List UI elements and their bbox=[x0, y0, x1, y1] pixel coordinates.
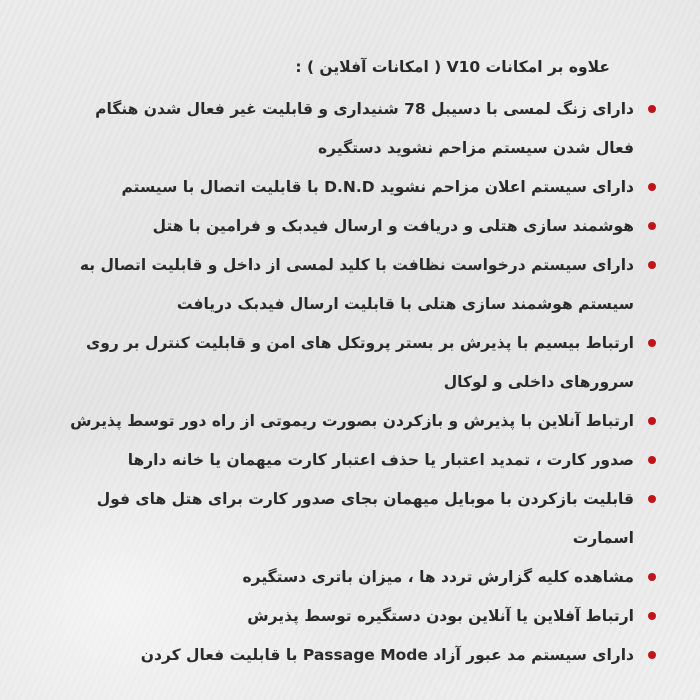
bullet-dot-icon bbox=[648, 573, 656, 581]
feature-text: صدور کارت ، تمدید اعتبار یا حذف اعتبار کارت میهمان یا خانه دارها bbox=[127, 451, 634, 469]
feature-text: دارای سیستم مد عبور آزاد Passage Mode با قابلیت فعال کردن bbox=[140, 646, 634, 664]
feature-item bbox=[60, 207, 660, 246]
feature-item bbox=[60, 402, 660, 441]
feature-item bbox=[60, 168, 660, 207]
bullet-dot-icon bbox=[648, 183, 656, 191]
feature-item bbox=[60, 90, 660, 168]
feature-text: هوشمند سازی هتلی و دریافت و ارسال فیدبک و فرامین با هتل bbox=[152, 217, 634, 235]
feature-list bbox=[60, 90, 660, 675]
feature-item bbox=[60, 480, 660, 558]
feature-item bbox=[60, 324, 660, 402]
bullet-dot-icon bbox=[648, 417, 656, 425]
feature-text: ارتباط بیسیم با پذیرش بر بستر پروتکل های امن و قابلیت کنترل بر روی سرورهای داخلی و لوکال bbox=[85, 334, 634, 391]
feature-text: دارای زنگ لمسی با دسیبل 78 شنیداری و قابلیت غیر فعال شدن هنگام فعال شدن سیستم مزاحم نشوید دستگیره bbox=[95, 100, 634, 157]
intro-heading: علاوه بر امکانات V10 ( امکانات آفلاین ) : bbox=[295, 58, 610, 76]
feature-item bbox=[60, 558, 660, 597]
feature-text: قابلیت بازکردن با موبایل میهمان بجای صدور کارت برای هتل های فول اسمارت bbox=[96, 490, 634, 547]
bullet-dot-icon bbox=[648, 651, 656, 659]
features-document bbox=[60, 52, 660, 675]
bullet-dot-icon bbox=[648, 612, 656, 620]
feature-item bbox=[60, 246, 660, 324]
feature-item bbox=[60, 441, 660, 480]
bullet-dot-icon bbox=[648, 339, 656, 347]
bullet-dot-icon bbox=[648, 222, 656, 230]
bullet-dot-icon bbox=[648, 105, 656, 113]
feature-item bbox=[60, 636, 660, 675]
bullet-dot-icon bbox=[648, 261, 656, 269]
bullet-dot-icon bbox=[648, 456, 656, 464]
feature-text: دارای سیستم درخواست نظافت با کلید لمسی از داخل و قابلیت اتصال به سیستم هوشمند سازی هتلی با قابلیت ارسال فیدبک دریافت bbox=[79, 256, 634, 313]
feature-text: ارتباط آنلاین با پذیرش و بازکردن بصورت ریموتی از راه دور توسط پذیرش bbox=[70, 412, 634, 430]
feature-text: دارای سیستم اعلان مزاحم نشوید D.N.D با قابلیت اتصال با سیستم bbox=[121, 178, 634, 196]
feature-item bbox=[60, 597, 660, 636]
feature-text: ارتباط آفلاین یا آنلاین بودن دستگیره توسط پذیرش bbox=[247, 607, 634, 625]
bullet-dot-icon bbox=[648, 495, 656, 503]
feature-text: مشاهده کلیه گزارش تردد ها ، میزان باتری دستگیره bbox=[242, 568, 634, 586]
